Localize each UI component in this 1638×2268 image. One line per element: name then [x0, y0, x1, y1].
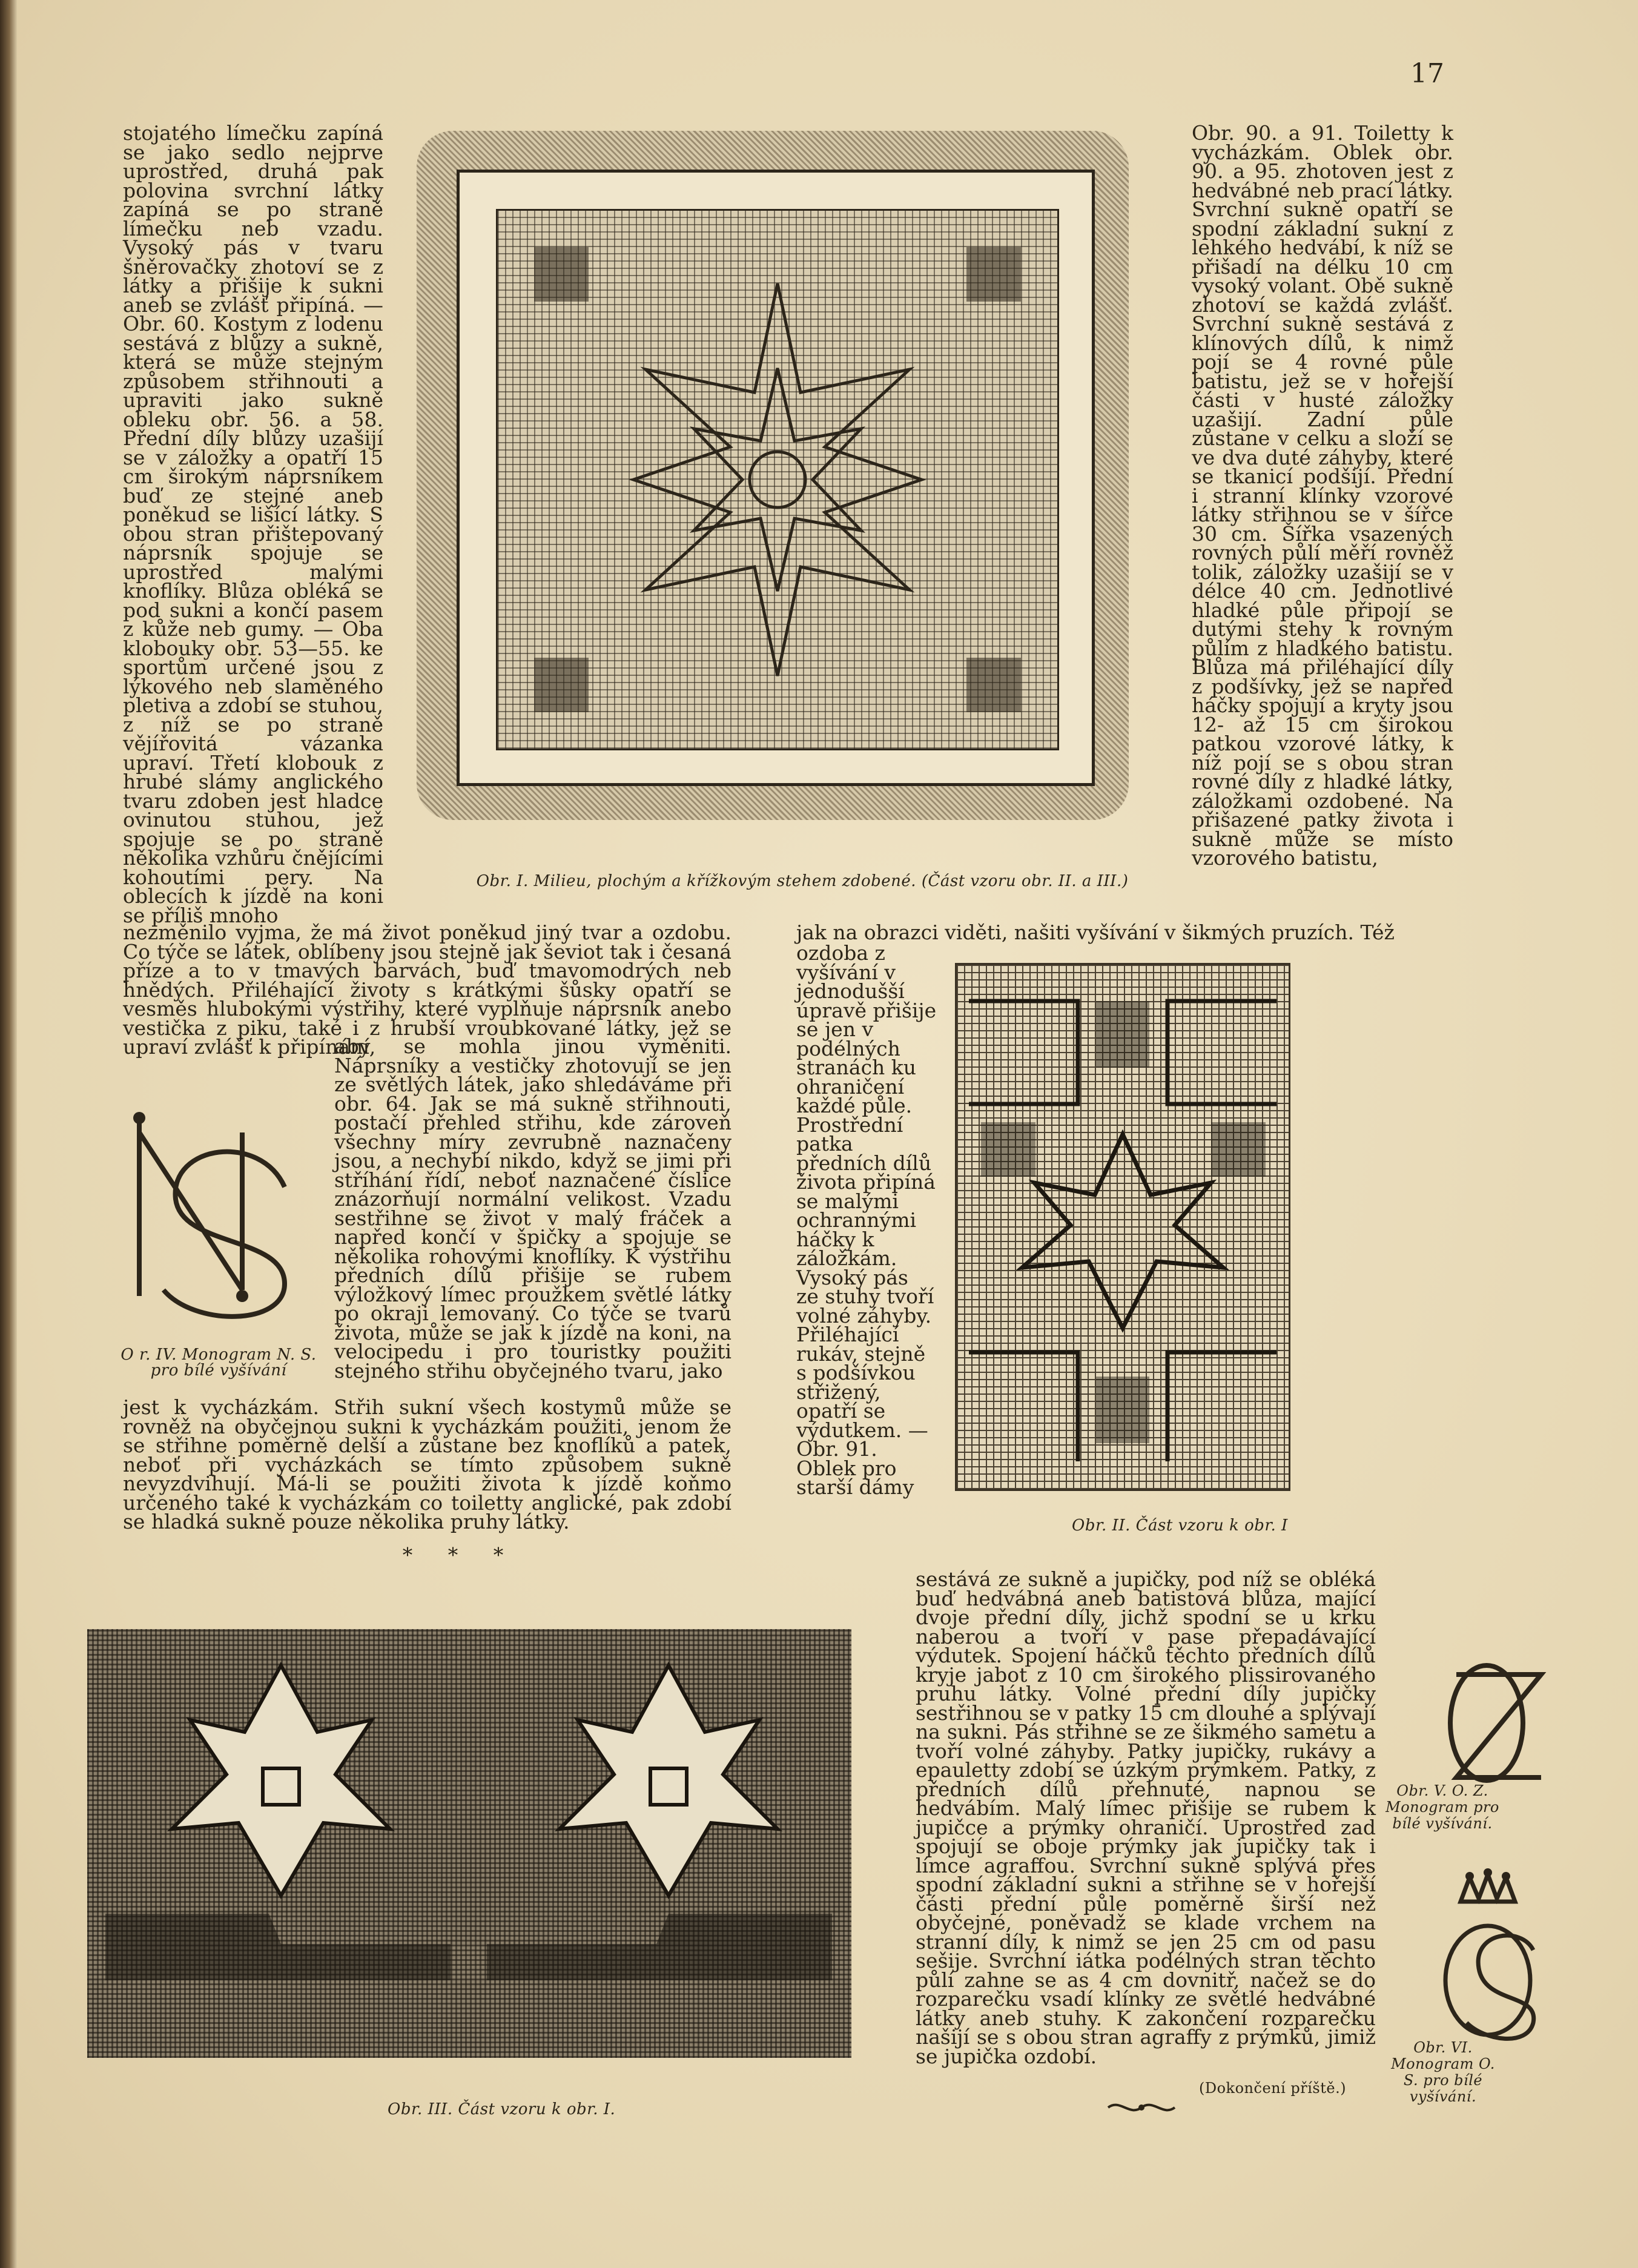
caption-figure-vi: Obr. VI. Monogram O. S. pro bílé vyšívání. [1391, 2039, 1495, 2105]
figure-ii-pattern-chart [955, 963, 1290, 1491]
page-number: 17 [1410, 58, 1444, 89]
caption-figure-iv: O r. IV. Monogram N. S. pro bílé vyšívání [121, 1346, 317, 1380]
text-right-column-wide: jak na obrazci viděti, našiti vyšívání v šikmých pruzích. Též [796, 921, 1395, 944]
flourish-ornament-icon [1105, 2098, 1178, 2117]
end-flourish [1105, 2098, 1178, 2117]
caption-figure-i: Obr. I. Milieu, plochým a křížkovým stehem zdobené. (Část vzoru obr. II. a III.) [476, 872, 1129, 890]
text-left-column-wide: nezměnilo vyjma, že má život poněkud jiný tvar a ozdobu. Co týče se látek, oblíbeny jsou stejně jak ševiot tak i česaná příze a to v tmavých barvách, buď tmavomodrých neb hnědých. Přiléhající životy s krátkými šůsky opatří se vesměs hlubokými výstřihy, které vyplňuje náprsník anebo vestička z piku, také i z hrubší vroubkované látky, jež se upraví zvlášť k připínání, [123, 921, 731, 1059]
monogram-ns-icon [103, 1096, 309, 1338]
monogram-oz-icon [1432, 1650, 1559, 1796]
asterisk-divider: * * * [402, 1543, 518, 1567]
caption-figure-v: Obr. V. O. Z. Monogram pro bílé vyšívání. [1385, 1782, 1499, 1832]
text-right-column-top: Obr. 90. a 91. Toiletty k vycházkám. Oblek obr. 90. a 95. zhotoven jest z hedvábné neb prací látky. Svrchní sukně opatří se spodní základní sukní z lehkého hedvábí, k níž se přišadí na délku 10 cm vysoký volant. Obě sukně zhotoví se každá zvlášť. Svrchní sukně sestává z klínových dílů, k nimž pojí se 4 rovné půle batistu, jež se v hořejší části v husté záložky uzašijí. Zadní půle zůstane v celku a složí se ve dva duté záhyby, které se tkanicí podšijí. Přední i stranní klínky vzorové látky střihnou se v šířce 30 cm. Šířka vsazených rovných půlí měří rovněž tolik, záložky uzašijí se v délce 40 cm. Jednotlivé hladké půle připojí se dutými stehy k rovným půlím z hladkého batistu. Blůza má přiléhající díly z podšívky, jež se napřed háčky spojují a kryty jsou 12- až 15 cm širokou patkou vzorové látky, k níž pojí se s obou stran rovné díly z hladké látky, záložkami ozdobené. Na přišazené patky života i sukně může se místo vzorového batistu, [1192, 121, 1453, 870]
figure-i-milieu [417, 131, 1129, 820]
text-left-column-mid: aby se mohla jinou vyměniti. Náprsníky a vestičky zhotovují se jen ze světlých látek, jako shledáváme při obr. 64. Jak se má sukně střihnouti, postačí přehled střihu, kde zároveň všechny míry zevrubně naznačeny jsou, a nechybí nikdo, když se jimi při stříhání řídí, neboť naznačené číslice znázorňují normální velikost. Vzadu sestřihne se život v malý fráček a napřed končí v špičky a spojuje se několika rohovými knoflíky. K výstřihu předních dílů přišije se rubem výložkový límec proužkem světlé látky po okraji lemovaný. Co týče se tvarů života, může se jak k jízdě na koni, na velocipedu i pro touristky použiti stejného střihu obyčejného tvaru, jako [334, 1034, 731, 1383]
milieu-star-motifs [498, 211, 1057, 749]
figure-vi-monogram-os [1418, 1865, 1557, 2047]
text-right-column-bottom: sestává ze sukně a jupičky, pod níž se obléká buď hedvábná aneb batistová blůza, mající dvoje přední díly, jichž spodní se u krku naberou a tvoří v pase přepadávající výdutek. Spojení háčků těchto předních dílů kryje jabot z 10 cm širokého plissirovaného pruhu látky. Volné přední díly jupičky sestřihnou se v patky 15 cm dlouhé a splývají na sukni. Pás střihne se ze šikmého sametu a tvoří volné záhyby. Patky jupičky, rukávy a epauletty zdobí se úzkým prýmkem. Patky, z předních dílů přehnuté, napnou se hedvábím. Malý límec přišije se rubem k jupičce a prýmky ohraničí. Uprostřed zad spojují se oboje prýmky jak jupičky tak i límce agraffou. Svrchní sukně splývá přes spodní základní sukni a střihne se v hořejší části přední půle poměrně širší než obyčejné, poněvadž se klade vrchem na stranní díly, k nimž se jen 25 cm od pasu sešije. Svrchní iátka podélných stran těchto půlí zahne se as 4 cm dovnitř, načež se do rozparečku vsadí klínky ze světlé hedvábné látky aneb stuhy. K zakončení rozparečku našijí se s obou stran agraffy z prýmků, jimiž se jupička ozdobí. [916, 1567, 1376, 2068]
pattern-chart-motifs [957, 965, 1289, 1489]
milieu-field [457, 170, 1095, 786]
figure-iii-stitch-detail [87, 1629, 851, 2058]
monogram-os-icon [1418, 1865, 1557, 2047]
book-spine-shadow [0, 0, 17, 2268]
text-left-column-top: stojatého límečku zapíná se jako sedlo nejprve uprostřed, druhá pak polovina svrchní látky zapíná se po straně límečku neb vzadu. Vysoký pás v tvaru šněrovačky zhotoví se z látky a přišije k sukni aneb se zvlášť připíná. — Obr. 60. Kostym z lodenu sestává z blůzy a sukně, která se může stejným způsobem střihnouti a upraviti jako sukně obleku obr. 56. a 58. Přední díly blůzy uzašijí se v záložky a opatří 15 cm širokým náprsníkem buď ze stejné aneb poněkud se lišící látky. S obou stran přištepovaný náprsník spojuje se uprostřed malými knoflíky. Blůza obléká se pod sukni a končí pasem z kůže neb gumy. — Oba klobouky obr. 53—55. ke sportům určené jsou z lýkového neb slaměného pletiva a zdobí se stuhou, z níž se po straně vějířovitá vázanka upraví. Třetí klobouk z hrubé slámy anglického tvaru zdoben jest hladce ovinutou stuhou, jež spojuje se po straně několika vzhůru čnějícími kohoutími pery. Na oblecích k jízdě na koni se příliš mnoho [123, 121, 383, 927]
figure-v-monogram-oz [1432, 1650, 1559, 1796]
stitch-detail-motifs [87, 1629, 851, 2058]
figure-iv-monogram-ns [103, 1096, 309, 1338]
milieu-cross-stitch-pattern [496, 209, 1059, 750]
caption-figure-iii: Obr. III. Část vzoru k obr. I. [388, 2100, 616, 2118]
text-left-column-bottom: jest k vycházkám. Střih sukní všech kostymů může se rovněž na obyčejnou sukni k vycházkám použiti, jenom že se střihne poměrně delší a zůstane bez knoflíků a patek, neboť při vycházkách se tímto způsobem sukně nevyzdvihují. Má-li se použiti života k jízdě koňmo určeného také k vycházkám co toiletty anglické, pak zdobí se hladká sukně pouze několika pruhy látky. [123, 1395, 731, 1533]
caption-figure-ii: Obr. II. Část vzoru k obr. I [1072, 1516, 1288, 1535]
continued-note: (Dokončení příště.) [1199, 2080, 1347, 2097]
text-right-column-narrow: ozdoba z vyšívání v jednodušší úpravě přišije se jen v podélných stranách ku ohraničení každé půle. Prostřední patka předních dílů života připíná se malými ochrannými háčky k záložkám. Vysoký pás ze stuhy tvoří volné záhyby. Přiléhající rukáv, stejně s podšívkou střižený, opatří se výdutkem. — Obr. 91. Oblek pro starší dámy [796, 941, 937, 1499]
